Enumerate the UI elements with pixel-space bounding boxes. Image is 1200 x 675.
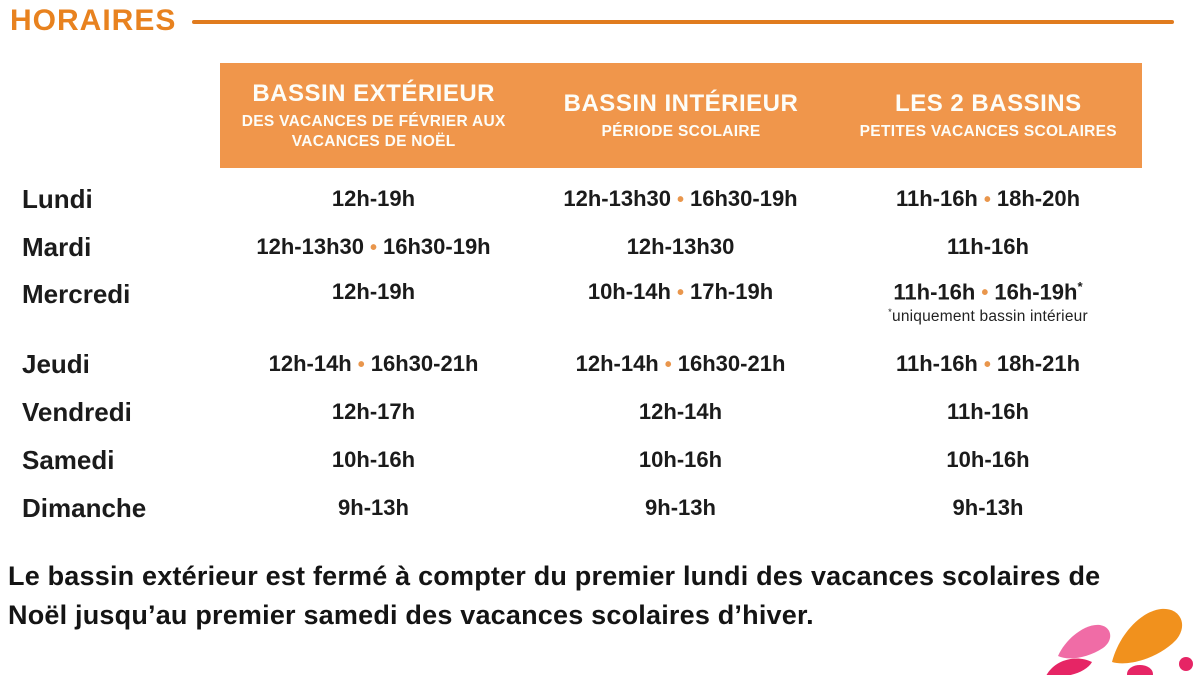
time-cell: 10h-16h xyxy=(946,447,1030,472)
day-label: Dimanche xyxy=(22,492,147,523)
table-row xyxy=(0,340,1142,388)
logo-orange-petal xyxy=(1112,609,1182,664)
day-label: Vendredi xyxy=(22,396,132,427)
day-label: Jeudi xyxy=(22,348,90,379)
time-cell: 12h-19h xyxy=(331,186,416,211)
time-cell: 11h-16h xyxy=(947,399,1029,424)
time-cell: 12h-13h30 xyxy=(626,234,735,259)
time-cell: 9h-13h xyxy=(645,495,716,520)
bullet-separator: • xyxy=(983,354,991,376)
time-cell: 12h-13h30 • 16h30-19h xyxy=(256,234,491,259)
column-title: BASSIN EXTÉRIEUR xyxy=(252,80,496,107)
bullet-separator: • xyxy=(369,237,377,259)
column-header-les-2-bassins xyxy=(835,63,1142,168)
time-cell: 12h-13h30 • 16h30-19h xyxy=(563,186,798,211)
logo-magenta-petal xyxy=(1046,658,1092,675)
time-cell: 11h-16h xyxy=(947,234,1029,259)
table-header-band xyxy=(220,63,1142,168)
time-cell: 11h-16h • 18h-21h xyxy=(895,351,1081,376)
table-row xyxy=(0,271,1142,340)
day-label: Lundi xyxy=(22,183,93,214)
day-label: Mercredi xyxy=(22,279,131,309)
bullet-separator: • xyxy=(676,189,684,211)
bullet-separator: • xyxy=(664,354,672,376)
bullet-separator: • xyxy=(676,282,684,304)
time-cell: 11h-16h • 16h-19h* *uniquement bassin intérieur xyxy=(834,279,1142,326)
asterisk: * xyxy=(1077,279,1083,294)
table-row xyxy=(0,484,1142,532)
table-row xyxy=(0,436,1142,484)
column-title: BASSIN INTÉRIEUR xyxy=(563,90,799,117)
time-cell: 11h-16h • 18h-20h xyxy=(895,186,1081,211)
bullet-separator: • xyxy=(981,282,989,305)
bullet-separator: • xyxy=(357,354,365,376)
asterisk: * xyxy=(888,307,892,318)
time-cell: 10h-16h xyxy=(331,447,416,472)
table-row xyxy=(0,223,1142,271)
time-cell: 12h-19h xyxy=(331,279,416,304)
column-title: LES 2 BASSINS xyxy=(895,90,1082,117)
day-label: Mardi xyxy=(22,231,92,262)
column-subtitle: PÉRIODE SCOLAIRE xyxy=(601,123,761,140)
splash-logo xyxy=(1040,600,1200,675)
page-title: HORAIRES xyxy=(10,4,177,37)
time-cell: 12h-17h xyxy=(331,399,416,424)
time-cell: 10h-16h xyxy=(638,447,723,472)
logo-magenta-dot xyxy=(1179,657,1193,671)
logo-pink-petal xyxy=(1058,625,1110,659)
time-cell: 12h-14h • 16h30-21h xyxy=(575,351,786,376)
table-row xyxy=(0,175,1142,223)
day-label: Samedi xyxy=(22,444,115,475)
time-cell: 10h-14h • 17h-19h xyxy=(587,279,774,304)
schedule-table xyxy=(0,168,1142,532)
column-subtitle: PETITES VACANCES SCOLAIRES xyxy=(859,123,1117,140)
logo-magenta-blob xyxy=(1127,665,1153,675)
title-rule xyxy=(192,20,1174,24)
time-cell: 12h-14h xyxy=(638,399,723,424)
closure-note: Le bassin extérieur est fermé à compter du premier lundi des vacances scolaires de Noël jusqu’au premier samedi des vacances scolaires d’hiver. xyxy=(8,561,1101,630)
column-header-bassin-exterieur xyxy=(220,63,527,168)
column-header-bassin-interieur xyxy=(527,63,834,168)
column-subtitle: DES VACANCES DE FÉVRIER AUX VACANCES DE NOËL xyxy=(241,113,506,150)
time-cell: 9h-13h xyxy=(952,495,1024,520)
time-cell: 12h-14h • 16h30-21h xyxy=(268,351,479,376)
bullet-separator: • xyxy=(983,189,991,211)
table-row xyxy=(0,388,1142,436)
page-header xyxy=(10,4,1174,38)
footnote: *uniquement bassin intérieur xyxy=(888,307,1088,326)
time-cell: 9h-13h xyxy=(338,495,409,520)
